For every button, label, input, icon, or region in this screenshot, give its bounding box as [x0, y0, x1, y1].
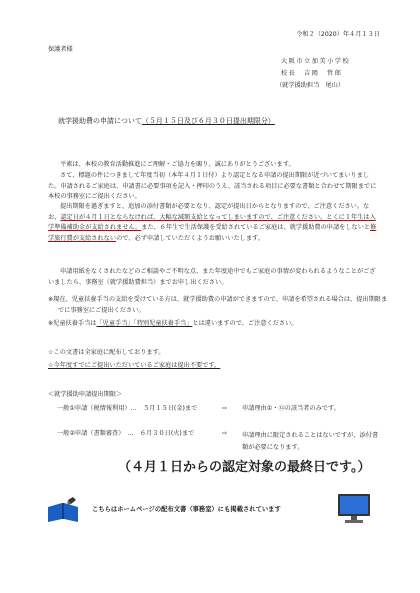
deadline-row-1-desc: 申請理由①・⑫の該当者のみです。 — [242, 405, 340, 412]
book-with-pen-icon — [46, 497, 80, 523]
caution-text-b: 認定日が４月１日とならなければ、大幅な減額支給となってしまいますので、ご注意ください。とくに１年生は入学準備補助金が支給されません。 — [48, 213, 376, 231]
paragraph-greeting: 平素は、本校の教育活動推進にご理解・ご協力を賜り、誠にありがとうございます。 — [60, 161, 295, 168]
caution-text-d: 修学旅行費が支給されない — [48, 224, 377, 242]
caution-text-e: ので、必ず申請していただくようお願いいたします。 — [116, 234, 264, 242]
note-child-allowance: ※現在、児童扶養手当の支給を受けている方は、就学援助費の申請ができますので、申請を希望される場合は、提出期限までに事務室にご提出ください。 — [48, 296, 388, 314]
deadline-row-1-label: 一般①申請（税情報利用）… ５月１５日(金)まで — [57, 405, 198, 412]
paragraph-contact: 申請用紙をなくされたなどのご相談やご不明な点、また年度途中でもご家庭の事情が変わられるようなことがございましたら、事務室（就学援助費担当）までお申し出ください。 — [48, 268, 376, 286]
date: 令和２（2020）年４月１３日 — [296, 31, 380, 38]
title-main: 就学援助費の申請について — [58, 117, 142, 125]
paragraph-caution — [48, 202, 378, 244]
note-diff-c: とは違いますので、ご注意ください。 — [192, 320, 298, 327]
deadline-row-1-arrow-icon: ⇨ — [222, 405, 228, 412]
contact-person: （就学援助担当 尾山） — [276, 82, 345, 89]
deadline-row-2-arrow-icon: ⇨ — [222, 430, 228, 437]
note-diff-a: ※児童扶養手当は — [48, 320, 97, 327]
caution-text-c: また、６年生で生活保護を受給されているご家庭は、就学援助費の申請をしないと — [141, 224, 371, 231]
principal-name: 校長 吉岡 哲郎 — [281, 70, 343, 77]
note-already-submitted: ☆今年度すでにご提出いただいているご家庭は提出不要です。 — [48, 362, 221, 369]
deadline-emphasis: （４月１日からの認定対象の最終日です。） — [118, 460, 371, 475]
title-sub: （５月１５日及び６月３０日提出期限分） — [141, 117, 275, 125]
note-distribution: ☆この文書は全家庭に配布しております。 — [48, 349, 165, 356]
page-title — [58, 117, 275, 126]
deadline-header: ＜就学援助申請提出期限＞ — [48, 391, 123, 398]
school-name: 大阪市立加美小学校 — [281, 58, 351, 65]
deadline-row-2-desc: 申請理由に限定されることはないですが、添付書類が必要になります。 — [242, 432, 379, 451]
note-allowance-difference — [48, 320, 378, 329]
recipient: 保護者様 — [48, 46, 73, 53]
paragraph-deadline: さて、標題の件につきまして年度当初（本年４月１日付）より認定となる申請の提出期限が近づいてまいりました。申請されるご家庭は、申請書に必要事項を記入・押印のうえ、該当される項目に必要な書類と合わせて期限までに本校の事務室にご提出ください。 — [48, 172, 377, 200]
footer-notice: こちらはホームページの配布文書（事務室）にも掲載されています — [92, 506, 281, 513]
caution-text-a: 提出期限を過ぎますと、追加の添付書類が必要となり、認定が提出日からとなりますので、ご注意ください。なお、 — [48, 203, 370, 221]
computer-monitor-icon — [337, 493, 371, 525]
note-diff-b: 「児童手当」「特別児童扶養手当」 — [96, 320, 193, 327]
deadline-row-2-label: 一般②申請（書類審査） … ６月３０日(火)まで — [57, 430, 195, 437]
